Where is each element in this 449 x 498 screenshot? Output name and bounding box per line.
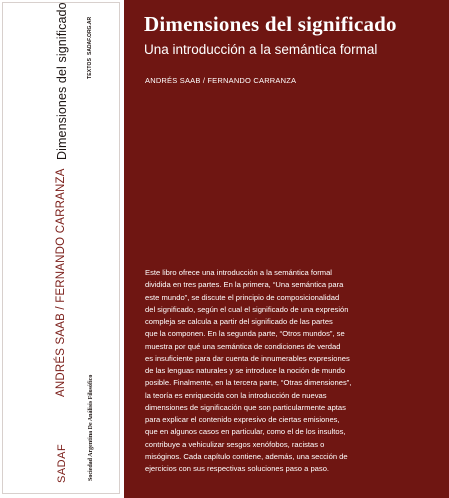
blurb-line: Este libro ofrece una introducción a la semántica formal xyxy=(145,268,332,277)
blurb-line: dimensiones de significación que son particularmente aptas xyxy=(145,402,346,412)
front-cover xyxy=(124,0,449,498)
spine-collection-label: TEXTOS xyxy=(87,57,93,79)
blurb-line: que en algunos casos en particular, como el de los insultos, xyxy=(145,427,346,437)
cover-blurb xyxy=(145,267,383,475)
blurb-line: es insuficiente para dar cuenta de innumerables expresiones xyxy=(145,353,350,363)
blurb-line: compleja se calcula a partir del significado de las partes xyxy=(145,317,333,326)
cover-title: Dimensiones del significado xyxy=(144,12,397,36)
spine-title: Dimensiones del significado xyxy=(55,2,69,160)
blurb-line: ejercicios con sus respectivas soluciones paso a paso. xyxy=(145,464,330,473)
cover-authors: ANDRÉS SAAB / FERNANDO CARRANZA xyxy=(145,76,297,85)
blurb-line: la teoría es enriquecida con la introducción de nuevas xyxy=(145,390,327,400)
blurb-line: del significado, según el cual el significado de una expresión xyxy=(145,304,349,314)
blurb-line: este mundo”, se discute el principio de composicionalidad xyxy=(145,292,340,302)
spine-website: SADAF.ORG.AR xyxy=(87,16,93,55)
blurb-line: de las lenguas naturales y se introduce la noción de mundo xyxy=(145,366,346,375)
blurb-line: misóginos. Cada capítulo contiene, además, una sección de xyxy=(145,451,348,461)
blurb-line: dividida en tres partes. En la primera, “Una semántica para xyxy=(145,280,344,290)
book-spine xyxy=(0,0,124,498)
blurb-line: posible. Finalmente, en la tercera parte, “Otras dimensiones”, xyxy=(145,378,352,388)
spine-series-label: SADAF xyxy=(56,443,68,483)
blurb-line: para explicar el contenido expresivo de ciertas emisiones, xyxy=(145,415,340,424)
spine-publisher: Sociedad Argentina De Análisis Filosófico xyxy=(88,374,94,481)
blurb-line: muestra por qué una semántica de condiciones de verdad xyxy=(145,341,341,351)
blurb-line: contribuye a vehiculizar sesgos xenófobos, racistas o xyxy=(145,439,325,449)
cover-subtitle: Una introducción a la semántica formal xyxy=(144,42,378,57)
blurb-line: que la componen. En la segunda parte, “Otros mundos”, se xyxy=(145,329,345,339)
spine-authors: ANDRÉS SAAB / FERNANDO CARRANZA xyxy=(55,168,67,397)
